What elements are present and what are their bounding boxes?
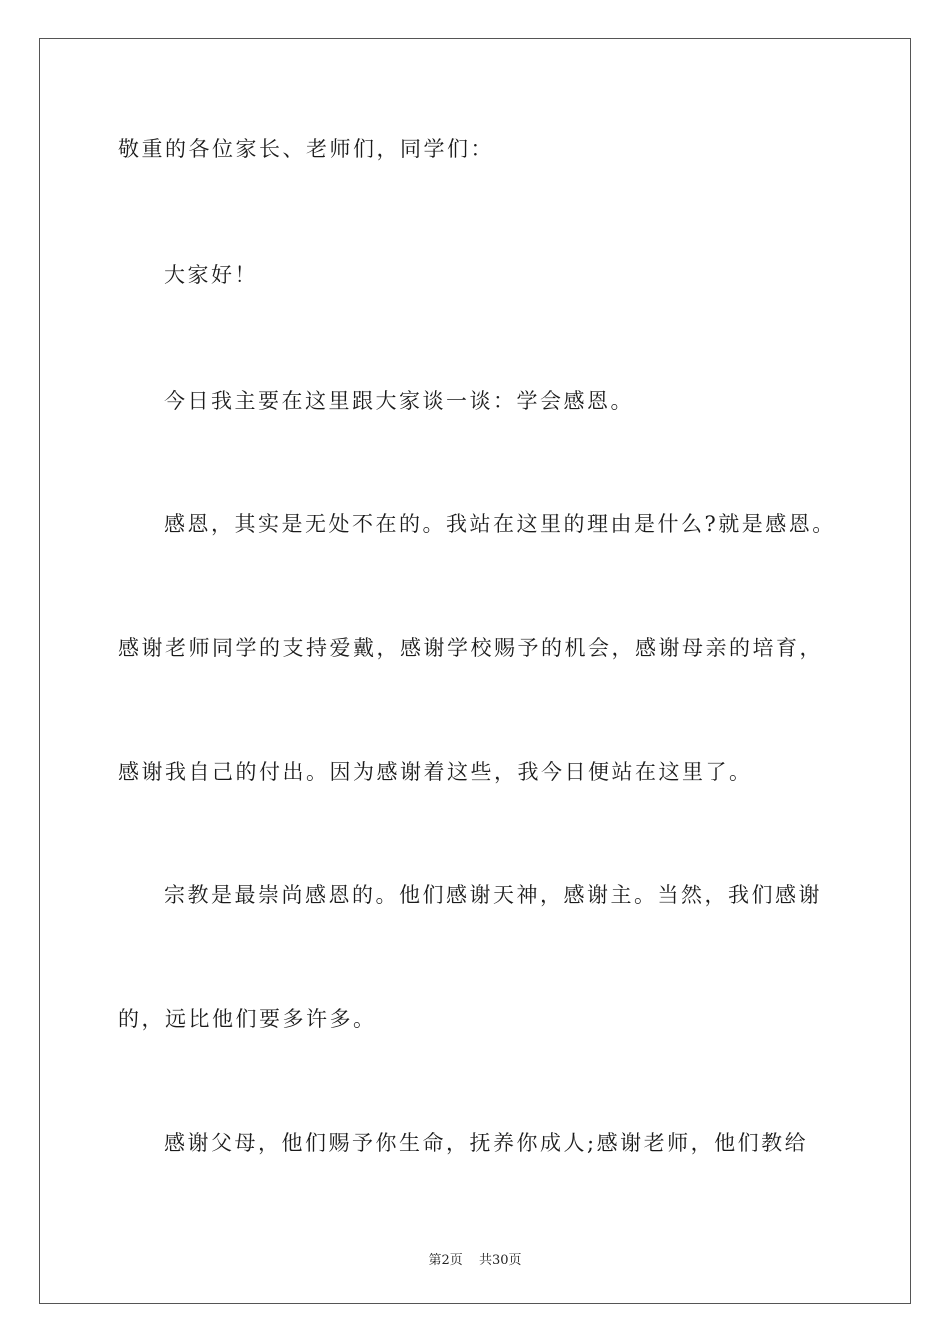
text-line-hello: 大家好！	[164, 263, 258, 287]
text-line-greeting: 敬重的各位家长、老师们，同学们：	[118, 137, 494, 161]
page-frame	[39, 38, 911, 1304]
text-line-topic: 今日我主要在这里跟大家谈一谈：学会感恩。	[164, 389, 634, 413]
text-line-paragraph-3a: 感谢父母，他们赐予你生命，抚养你成人;感谢老师，他们教给	[164, 1131, 809, 1155]
page-number-current: 第2页	[428, 1253, 463, 1268]
text-line-paragraph-1b: 感谢老师同学的支持爱戴，感谢学校赐予的机会，感谢母亲的培育，	[118, 636, 823, 660]
page-footer	[0, 1249, 950, 1268]
text-line-paragraph-1a: 感恩，其实是无处不在的。我站在这里的理由是什么?就是感恩。	[164, 512, 836, 536]
text-line-paragraph-2b: 的，远比他们要多许多。	[118, 1007, 377, 1031]
page-number-total: 共30页	[478, 1253, 522, 1268]
text-line-paragraph-1c: 感谢我自己的付出。因为感谢着这些，我今日便站在这里了。	[118, 760, 753, 784]
text-line-paragraph-2a: 宗教是最崇尚感恩的。他们感谢天神，感谢主。当然，我们感谢	[164, 883, 822, 907]
